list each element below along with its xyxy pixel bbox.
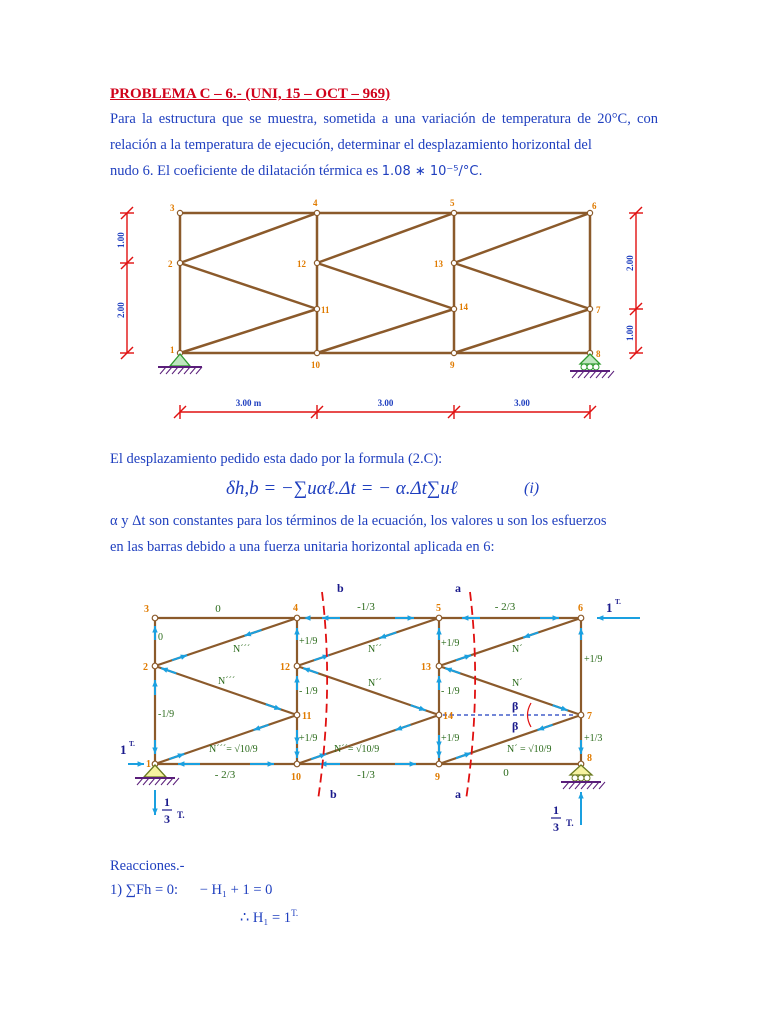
section-a-label-top: a — [455, 581, 461, 595]
reaction-arrow-down-head — [152, 809, 157, 815]
section-b-label-top: b — [337, 581, 344, 595]
diag-arrow-12-5-head — [379, 634, 386, 639]
vert-arrow-3-head — [152, 626, 157, 632]
problem-label: PROBLEMA C – 6. — [110, 86, 237, 102]
reaction-h1: ∴ H₁ = 1 — [240, 909, 292, 926]
statement-line-2: relación a la temperatura de ejecución, determinar el desplazamiento horizontal del — [110, 137, 592, 153]
top-arrow-4-head — [553, 615, 559, 620]
statement-line-1: Para la estructura que se muestra, sometida a una variación de temperatura de 20°C, con — [110, 111, 658, 127]
ground-hatch — [575, 782, 581, 789]
top-arrow-2-head — [408, 615, 414, 620]
node-label-13: 13 — [421, 662, 431, 673]
vertical-force-5: - 1/9 — [441, 686, 460, 697]
reaction-left-den: 3 — [164, 812, 170, 826]
diag-arrow-12-5b-head — [322, 655, 329, 660]
vertical-force-6: +1/9 — [441, 733, 460, 744]
node-label-11: 11 — [302, 711, 312, 722]
node-label-3: 3 — [144, 604, 149, 615]
node-11 — [294, 712, 300, 718]
constants-line-2: en las barras debido a una fuerza unitaria horizontal aplicada en 6: — [110, 539, 495, 555]
node-label-3: 3 — [170, 203, 175, 213]
node-label-8: 8 — [587, 753, 592, 764]
sum-forces-label: 1) ∑Fh = 0: — [110, 882, 179, 898]
top-force-4-5: -1/3 — [357, 601, 375, 613]
diag-arrow-2-11b-head — [274, 705, 281, 710]
ground-hatch — [563, 782, 569, 789]
ground-hatch — [569, 782, 575, 789]
left-dim-1: 1.00 — [116, 232, 126, 248]
beta-lower: β — [512, 719, 519, 733]
vert-arrow-5-head — [436, 628, 441, 634]
diag-label-13-7: N´ — [512, 678, 523, 689]
vertical-force-1: +1/9 — [299, 636, 318, 647]
force-3-2: 0 — [158, 632, 163, 643]
diag-arrow-1-11b-head — [253, 725, 260, 730]
ground-hatch — [149, 778, 155, 785]
node-13 — [436, 663, 442, 669]
diag-label-13-6: N´ — [512, 644, 523, 655]
reactions-heading: Reacciones.- — [110, 858, 185, 874]
node-label-11: 11 — [321, 305, 330, 315]
beta-upper: β — [512, 699, 519, 713]
reaction-left-num: 1 — [164, 795, 170, 809]
node-label-12: 12 — [297, 259, 306, 269]
node-12 — [294, 663, 300, 669]
node-label-4: 4 — [293, 603, 298, 614]
ground-hatch — [587, 782, 593, 789]
diag-arrow-13-7b-head — [561, 706, 568, 711]
roller-wheel — [584, 775, 590, 781]
force-2-1: -1/9 — [158, 709, 175, 720]
roller-support — [570, 765, 592, 775]
diag-arrow-10-14b-head — [395, 725, 402, 730]
node-label-13: 13 — [434, 259, 443, 269]
section-b-label-bottom: b — [330, 787, 337, 801]
node-2 — [152, 663, 158, 669]
ground-hatch — [155, 778, 161, 785]
node-label-1: 1 — [170, 345, 175, 355]
section-a-label-bottom: a — [455, 787, 461, 801]
diag-label-2-4: N´´´ — [233, 644, 251, 655]
top-arrow-3-head — [462, 615, 468, 620]
node-5 — [436, 615, 442, 621]
diag-arrow-12-14-head — [303, 668, 310, 673]
vertical-force-7: +1/9 — [584, 654, 603, 665]
reaction-equation-1 — [110, 882, 272, 899]
bottom-force-10-9: -1/3 — [357, 769, 375, 781]
reaction-right-unit: T. — [566, 818, 574, 828]
vert-arrow-4-head — [294, 628, 299, 634]
reaction-arrow-1-head — [138, 761, 144, 766]
roller-wheel — [572, 775, 578, 781]
node-14 — [436, 712, 442, 718]
unit-load-6-unit: T. — [615, 598, 621, 606]
unit-reaction-1: 1 — [120, 742, 127, 757]
top-force-5-6: - 2/3 — [494, 601, 516, 613]
diag-arrow-13-7-head — [445, 668, 452, 673]
diag-arrow-9-7b-head — [537, 725, 544, 730]
left-dim-2: 2.00 — [116, 302, 126, 318]
diag-value-9-7: N´ = √10/9 — [507, 744, 552, 755]
ground-hatch — [161, 778, 167, 785]
reaction-h1-unit: T. — [291, 908, 299, 918]
ground-hatch — [599, 782, 605, 789]
node-9 — [436, 761, 442, 767]
vert-arrow-2b-head — [152, 748, 157, 754]
node-label-4: 4 — [313, 198, 318, 208]
section-a-line — [466, 592, 475, 800]
diag-arrow-1-11-head — [177, 753, 184, 758]
node-label-14: 14 — [459, 302, 468, 312]
vert-arrow-2a-head — [152, 680, 157, 686]
node-10 — [294, 761, 300, 767]
vertical-force-2: - 1/9 — [299, 686, 318, 697]
diag-value-10-14: N´´= √10/9 — [334, 744, 380, 755]
diag-arrow-12-14b-head — [419, 706, 426, 711]
vertical-force-8: +1/3 — [584, 733, 603, 744]
ground-hatch — [593, 782, 599, 789]
bottom-arrow-2-head — [268, 761, 274, 766]
vert-arrow-12-head — [294, 676, 299, 682]
node-label-9: 9 — [435, 772, 440, 783]
unit-reaction-1-unit: T. — [129, 740, 135, 748]
ground-hatch — [173, 778, 179, 785]
node-label-5: 5 — [436, 603, 441, 614]
diag-arrow-13-6b-head — [464, 655, 471, 660]
top-force-3-4: 0 — [215, 603, 221, 615]
node-label-12: 12 — [280, 662, 290, 673]
vert-arrow-6-head — [578, 628, 583, 634]
node-label-2: 2 — [168, 259, 173, 269]
right-dim-2: 1.00 — [625, 325, 635, 341]
node-label-7: 7 — [587, 711, 592, 722]
ground-hatch — [581, 782, 587, 789]
statement-line-3-text: nudo 6. El coeficiente de dilatación térmica es — [110, 163, 382, 179]
diag-label-12-5: N´´ — [368, 644, 382, 655]
node-label-1: 1 — [146, 759, 151, 770]
node-label-6: 6 — [592, 201, 597, 211]
node-7 — [578, 712, 584, 718]
node-label-2: 2 — [143, 662, 148, 673]
right-dim-1: 2.00 — [625, 255, 635, 271]
bottom-force-9-8: 0 — [503, 767, 509, 779]
section-b-line — [318, 592, 327, 800]
reaction-right-num: 1 — [553, 803, 559, 817]
ground-hatch — [167, 778, 173, 785]
node-label-10: 10 — [311, 360, 320, 370]
node-3 — [152, 615, 158, 621]
ground-hatch — [143, 778, 149, 785]
constants-line-1: α y Δt son constantes para los términos de la ecuación, los valores u son los esfuerzos — [110, 513, 607, 529]
vertical-force-4: +1/9 — [441, 638, 460, 649]
bottom-arrow-1-head — [178, 761, 184, 766]
node-label-8: 8 — [596, 349, 601, 359]
diag-arrow-2-4-head — [244, 631, 251, 636]
formula-number: (i) — [524, 480, 540, 497]
ground-hatch — [137, 778, 143, 785]
node-4 — [294, 615, 300, 621]
node-label-14: 14 — [443, 711, 453, 722]
diag-value-1-11: N´´´= √10/9 — [209, 744, 258, 755]
node-label-7: 7 — [596, 305, 601, 315]
diag-label-12-14: N´´ — [368, 678, 382, 689]
top-arrow-a-head — [304, 615, 310, 620]
node-label-10: 10 — [291, 772, 301, 783]
unit-load-6: 1 — [606, 600, 613, 615]
vert-arrow-10-head — [294, 752, 299, 758]
diag-label-2-11: N´´´ — [218, 676, 236, 687]
formula-text: δh,b = −∑uαℓ.Δt = − α.Δt∑uℓ — [226, 478, 458, 499]
bottom-dim-3: 3.00 — [514, 398, 530, 408]
bottom-dim-2: 3.00 — [377, 398, 394, 408]
formula-intro: El desplazamiento pedido esta dado por la formula (2.C): — [110, 451, 443, 467]
reaction-arrow-up-head — [578, 792, 583, 798]
node-label-5: 5 — [450, 198, 455, 208]
diag-arrow-2-4b-head — [180, 655, 187, 660]
node-label-6: 6 — [578, 603, 583, 614]
roller-wheel — [578, 775, 584, 781]
diag-arrow-2-11-head — [161, 668, 168, 673]
vert-arrow-9-head — [436, 752, 441, 758]
bottom-dim-1: 3.00 m — [235, 398, 262, 408]
problem-source: - (UNI, 15 – OCT – 969) — [236, 86, 391, 102]
reaction-left-unit: T. — [177, 810, 185, 820]
vert-arrow-7-head — [578, 748, 583, 754]
bottom-arrow-4-head — [410, 761, 416, 766]
reaction-right-den: 3 — [553, 820, 559, 834]
bottom-force-1-10: - 2/3 — [214, 769, 236, 781]
load-arrow-6-head — [597, 615, 603, 620]
reaction-equation-2 — [240, 908, 298, 927]
dilatation-coefficient: 1.08 ∗ 10⁻⁵/°C. — [381, 164, 483, 179]
diag-arrow-13-6-head — [523, 633, 530, 638]
node-label-9: 9 — [450, 360, 455, 370]
diag-arrow-9-7-head — [464, 752, 471, 757]
node-6 — [578, 615, 584, 621]
sum-forces-equation: − H₁ + 1 = 0 — [199, 882, 273, 898]
vertical-force-3: +1/9 — [299, 733, 318, 744]
vert-arrow-13-head — [436, 676, 441, 682]
